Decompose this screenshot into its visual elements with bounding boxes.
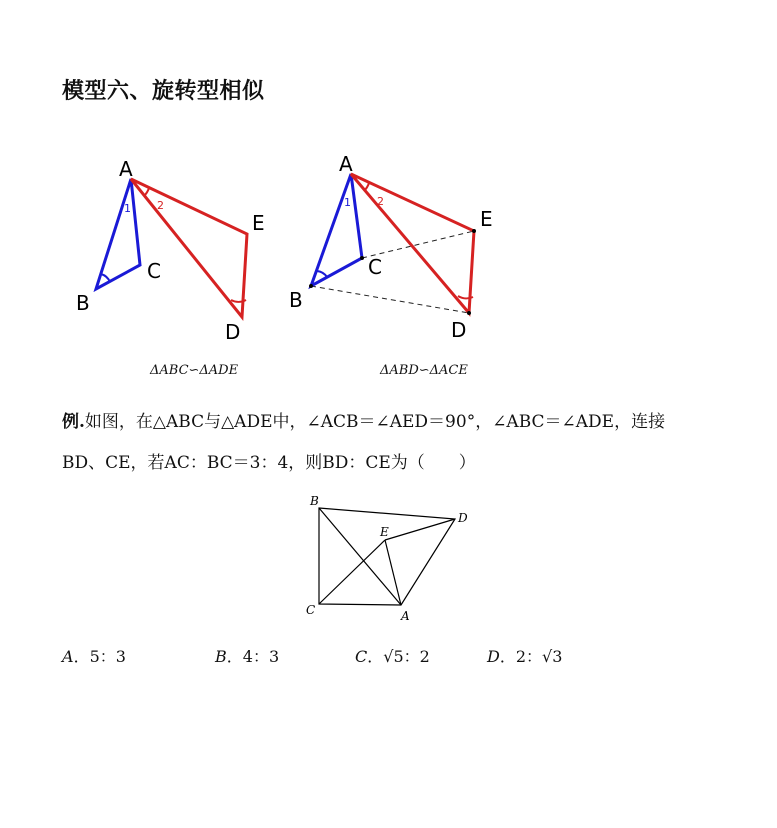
option-c[interactable]: C．√5：2 bbox=[355, 647, 430, 666]
triangle-abc-2 bbox=[311, 174, 362, 286]
label-d-2: D bbox=[451, 318, 467, 342]
triangle-abc bbox=[96, 179, 140, 289]
label-angle-1: 1 bbox=[124, 202, 131, 215]
label-e: E bbox=[252, 211, 265, 235]
angle-2-arc-2 bbox=[364, 183, 369, 191]
segment-ce bbox=[319, 540, 385, 604]
angle-2-arc bbox=[144, 188, 149, 196]
label-c-2: C bbox=[368, 255, 382, 279]
label-angle-1-2: 1 bbox=[344, 196, 351, 209]
example-line-1 bbox=[62, 410, 665, 434]
label-d: D bbox=[225, 320, 241, 344]
example-text-1: 如图，在△ABC与△ADE中，∠ACB＝∠AED＝90°，∠ABC＝∠ADE，连接 bbox=[84, 412, 666, 432]
page-title: 模型六、旋转型相似 bbox=[62, 79, 265, 104]
label-b-2: B bbox=[289, 288, 303, 312]
point-c bbox=[360, 256, 364, 260]
figure-1 bbox=[76, 157, 265, 344]
option-b[interactable]: B．4：3 bbox=[215, 647, 280, 666]
point-b bbox=[309, 284, 313, 288]
label-a: A bbox=[119, 157, 133, 181]
label-angle-2: 2 bbox=[157, 199, 164, 212]
quad-outline bbox=[319, 508, 455, 605]
label-d-3: D bbox=[458, 511, 468, 525]
point-d bbox=[467, 311, 471, 315]
figure-3 bbox=[319, 508, 455, 605]
triangle-ade-2 bbox=[351, 174, 474, 313]
angle-d-arc bbox=[231, 300, 246, 302]
triangle-ade bbox=[131, 179, 247, 317]
option-a[interactable]: A．5：3 bbox=[62, 647, 126, 666]
label-e-3: E bbox=[380, 525, 389, 539]
label-angle-2-2: 2 bbox=[377, 195, 384, 208]
angle-b-arc bbox=[101, 274, 110, 282]
option-d[interactable]: D．2：√3 bbox=[487, 647, 563, 666]
dashed-bd bbox=[311, 286, 469, 313]
example-tag: 例. bbox=[62, 412, 85, 432]
caption-figure-2: ΔABD∽ΔACE bbox=[380, 363, 468, 378]
label-a-2: A bbox=[339, 152, 353, 176]
label-b: B bbox=[76, 291, 90, 315]
point-e bbox=[472, 229, 476, 233]
label-e-2: E bbox=[480, 207, 493, 231]
angle-b-arc-2 bbox=[317, 271, 327, 277]
label-c-3: C bbox=[306, 603, 316, 617]
label-c: C bbox=[147, 259, 161, 283]
caption-figure-1: ΔABC∽ΔADE bbox=[150, 363, 239, 378]
label-b-3: B bbox=[310, 494, 319, 508]
example-line-2: BD、CE，若AC：BC＝3：4，则BD：CE为（ ） bbox=[62, 453, 476, 473]
label-a-3: A bbox=[401, 609, 410, 623]
figure-2 bbox=[289, 152, 493, 342]
